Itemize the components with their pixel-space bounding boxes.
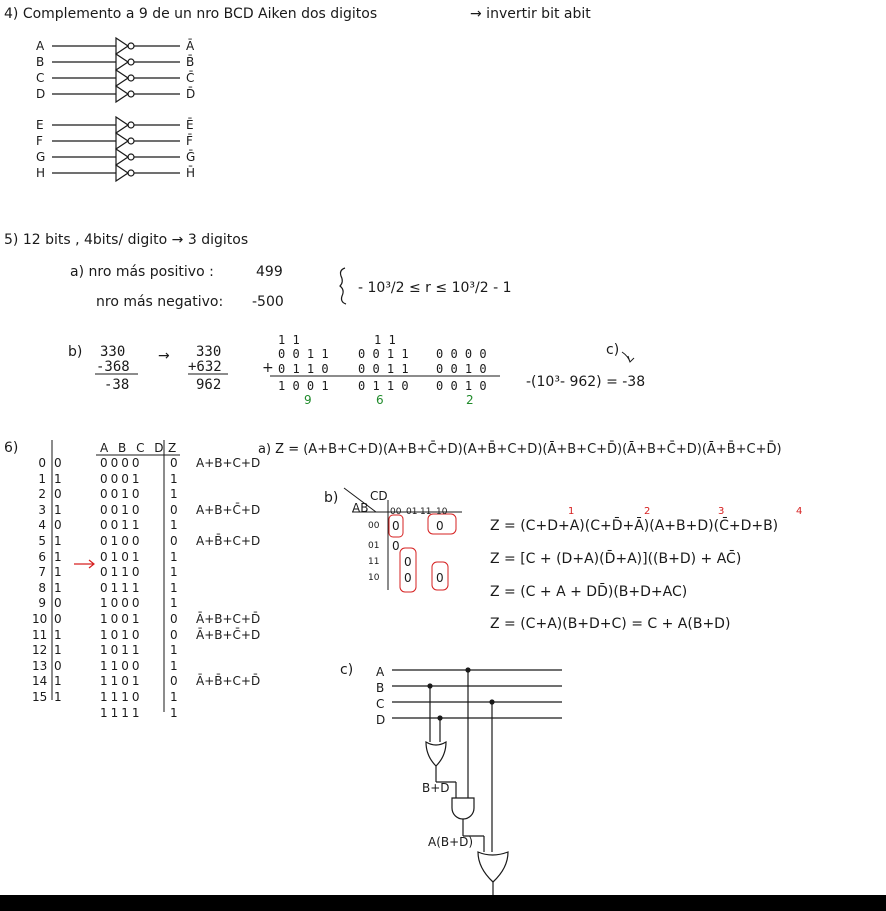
- inverter-output-label: D̄: [186, 87, 196, 101]
- row-z: 1: [170, 565, 178, 580]
- inverter-gate: [116, 133, 128, 149]
- row-value: 1: [54, 502, 62, 517]
- row-value: 1: [54, 534, 62, 548]
- row-index: 9: [38, 596, 46, 611]
- row-maxterm: Ā+B+C+D̄: [196, 612, 261, 626]
- row-bits: 0110: [100, 565, 143, 580]
- eq4: Z = (C+A)(B+D+C) = C + A(B+D): [490, 616, 731, 632]
- kmap-col-header: 01: [406, 507, 418, 517]
- row-value: 1: [54, 471, 62, 486]
- q5-arrow: →: [158, 348, 170, 364]
- row-index: 10: [32, 612, 48, 626]
- row-bits: 0101: [100, 549, 143, 564]
- row-value: 0: [54, 658, 62, 673]
- row-z: 1: [170, 705, 178, 720]
- row-bits: 0111: [100, 580, 143, 595]
- inverter-gate: [116, 70, 128, 86]
- q5-sub1-top: 330: [100, 344, 126, 360]
- q5-a-pos: 499: [256, 264, 283, 280]
- inverter-input-label: G: [36, 150, 46, 164]
- inverter-gate: [116, 54, 128, 70]
- q5-sub2-mid: +632: [188, 359, 222, 375]
- row-z: 1: [170, 643, 178, 658]
- q5-c-label: c): [606, 342, 620, 358]
- circuit-input-label: A: [376, 665, 385, 679]
- row-value: 0: [54, 456, 62, 470]
- row-index: 13: [32, 658, 48, 673]
- row-value: 0: [54, 596, 62, 611]
- eq1-term-mark: 1: [568, 506, 575, 517]
- kmap-zero: 0: [436, 519, 444, 533]
- inverter-input-label: B: [36, 55, 45, 69]
- bottom-bar: [0, 895, 886, 911]
- row-value: 1: [54, 565, 62, 580]
- row-value: 0: [54, 487, 62, 502]
- q5-a-neg-label: nro más negativo:: [96, 294, 224, 310]
- inverter-input-label: F: [36, 134, 43, 148]
- row-value: 0: [54, 518, 62, 533]
- q5-sub1-res: -38: [104, 377, 130, 393]
- kmap-row-header: 10: [368, 573, 380, 583]
- q5-range: - 10³/2 ≤ r ≤ 10³/2 - 1: [358, 280, 512, 296]
- kmap-row-header: 01: [368, 541, 380, 551]
- row-index: 2: [38, 487, 46, 502]
- eq3: Z = (C + A + DD̄)(B+D+AC): [490, 584, 688, 600]
- row-bits: 0011: [100, 518, 143, 533]
- kmap-row-header: 11: [368, 557, 380, 567]
- row-z: 0: [170, 627, 178, 642]
- row-bits: 1110: [100, 690, 143, 704]
- kmap-col-header: 00: [390, 507, 402, 517]
- c-arrow: [622, 352, 634, 362]
- inverter-input-label: E: [36, 118, 44, 132]
- row-bits: 1011: [100, 643, 143, 658]
- truth-table-headers: A B C D: [100, 441, 167, 455]
- row-index: 4: [38, 518, 46, 533]
- q5-sub1-mid: -368: [96, 359, 130, 375]
- row-value: 1: [54, 627, 62, 642]
- row-index: 15: [32, 690, 48, 704]
- row-maxterm: Ā+B+C̄+D: [196, 627, 261, 642]
- row-bits: 0010: [100, 502, 143, 517]
- circuit-input-label: C: [376, 697, 385, 711]
- row-bits: 0001: [100, 471, 143, 486]
- row-z: 1: [170, 487, 178, 502]
- row-bits: 1010: [100, 627, 143, 642]
- kmap-col-header: 10: [436, 507, 448, 517]
- row-z: 0: [170, 612, 178, 626]
- row-index: 14: [32, 674, 48, 689]
- q5-a-label: a) nro más positivo :: [70, 264, 214, 280]
- label-b-plus-d: B+D: [422, 781, 450, 795]
- bcd-sum-cell: 0 0 1 0: [436, 362, 487, 376]
- kmap-zero: 0: [436, 571, 444, 585]
- eq1-term-mark: 4: [796, 506, 803, 517]
- q5-sub2-top: 330: [196, 344, 222, 360]
- circuit-input-label: D: [376, 713, 386, 727]
- bcd-sum-cell: 0 1 1 0: [278, 362, 329, 376]
- kmap-col-header: 11: [420, 507, 432, 517]
- logic-circuit: [392, 668, 562, 895]
- row-index: 8: [38, 580, 46, 595]
- bcd-sum-cell: 0 0 1 1: [358, 347, 409, 361]
- kmap-row-header: 00: [368, 521, 380, 531]
- row-bits: 1111: [100, 705, 143, 720]
- kmap-zero: 0: [404, 555, 412, 569]
- row-bits: 0100: [100, 534, 143, 548]
- inverter-gate: [116, 38, 128, 54]
- row-z: 0: [170, 456, 178, 470]
- q5-a-neg: -500: [252, 294, 284, 310]
- row-value: 1: [54, 549, 62, 564]
- row-index: 7: [38, 565, 46, 580]
- inverter-output-label: F̄: [186, 134, 193, 148]
- q6-b-label: b): [324, 490, 339, 506]
- row-value: 1: [54, 643, 62, 658]
- digit-6: 6: [376, 393, 384, 407]
- row-z: 1: [170, 658, 178, 673]
- row-maxterm: A+B̄+C+D: [196, 534, 261, 548]
- inverter-gate: [116, 86, 128, 102]
- inverter-gate: [116, 165, 128, 181]
- eq1-term-mark: 2: [644, 506, 651, 517]
- sum-plus: +: [262, 360, 274, 376]
- row-maxterm: Ā+B̄+C+D̄: [196, 674, 261, 689]
- row-z: 1: [170, 690, 178, 704]
- row-bits: 1001: [100, 612, 143, 626]
- kmap-zero: 0: [392, 539, 400, 553]
- inverter-gate: [116, 149, 128, 165]
- row-bits: 0000: [100, 456, 143, 470]
- digit-2: 2: [466, 393, 474, 407]
- carry-1: 1 1: [278, 333, 300, 347]
- q5-sub2-res: 962: [196, 377, 222, 393]
- row-value: 1: [54, 580, 62, 595]
- inverter-array: [52, 38, 180, 181]
- row-index: 3: [38, 502, 46, 517]
- row-maxterm: A+B+C+D: [196, 456, 261, 470]
- bcd-sum-cell: 0 0 1 0: [436, 379, 487, 393]
- inverter-output-label: Ḡ: [186, 150, 196, 164]
- bcd-sum-cell: 0 0 1 1: [358, 362, 409, 376]
- row-value: 0: [54, 612, 62, 626]
- row-z: 1: [170, 549, 178, 564]
- digit-9: 9: [304, 393, 312, 407]
- row-index: 11: [32, 627, 48, 642]
- truth-table-z-header: Z: [168, 441, 177, 455]
- kmap-zero: 0: [404, 571, 412, 585]
- kmap-zero: 0: [392, 519, 400, 533]
- row-index: 12: [32, 643, 48, 658]
- inverter-gate: [116, 117, 128, 133]
- q5-c-expr: -(10³- 962) = -38: [526, 374, 646, 390]
- inverter-output-label: H̄: [186, 166, 196, 180]
- row-z: 1: [170, 471, 178, 486]
- row-z: 0: [170, 674, 178, 689]
- row-bits: 1100: [100, 658, 143, 673]
- bcd-sum-cell: 0 0 0 0: [436, 347, 487, 361]
- row-index: 1: [38, 471, 46, 486]
- carry-2: 1 1: [374, 333, 396, 347]
- eq1: Z = (C+D+A)(C+D̄+Ā)(A+B+D)(C̄+D+B): [490, 518, 779, 534]
- row-bits: 1000: [100, 596, 143, 611]
- bcd-sum-cell: 1 0 0 1: [278, 379, 329, 393]
- q4-title: 4) Complemento a 9 de un nro BCD Aiken dos digitos: [4, 6, 378, 22]
- bcd-sum-cell: 0 0 1 1: [278, 347, 329, 361]
- row-index: 0: [38, 456, 46, 470]
- row-z: 0: [170, 534, 178, 548]
- inverter-input-label: H: [36, 166, 46, 180]
- row-maxterm: A+B+C̄+D: [196, 502, 261, 517]
- inverter-input-label: C: [36, 71, 45, 85]
- row-z: 1: [170, 580, 178, 595]
- q6-title: 6): [4, 440, 19, 456]
- inverter-output-label: B̄: [186, 55, 195, 69]
- row-value: 1: [54, 690, 62, 704]
- q6-c-label: c): [340, 662, 354, 678]
- label-a-b-plus-d: A(B+D): [428, 835, 474, 849]
- row-value: 1: [54, 674, 62, 689]
- row-z: 1: [170, 596, 178, 611]
- row-bits: 1101: [100, 674, 143, 689]
- inverter-output-label: C̄: [186, 71, 195, 85]
- inverter-input-label: A: [36, 39, 45, 53]
- range-brace: [340, 268, 346, 304]
- circuit-input-label: B: [376, 681, 385, 695]
- inverter-output-label: Ā: [186, 39, 195, 53]
- kmap-corner-top: CD: [370, 489, 388, 503]
- inverter-output-label: Ē: [186, 118, 194, 132]
- bcd-sum-cell: 0 1 1 0: [358, 379, 409, 393]
- eq1-term-mark: 3: [718, 506, 725, 517]
- row-bits: 0010: [100, 487, 143, 502]
- inverter-input-label: D: [36, 87, 46, 101]
- row-index: 6: [38, 549, 46, 564]
- row-z: 0: [170, 502, 178, 517]
- q5-b-label: b): [68, 344, 83, 360]
- eq2: Z = [C + (D+A)(D̄+A)]((B+D) + AC̄): [490, 551, 742, 567]
- kmap-corner-left: AB: [352, 501, 369, 515]
- q6-a-expr: a) Z = (A+B+C+D)(A+B+C̄+D)(A+B̄+C+D)(Ā+B+C+D̄)(Ā+B+C̄+D)(Ā+B̄+C+D̄): [258, 442, 782, 457]
- q4-note: → invertir bit abit: [470, 6, 591, 22]
- q5-title: 5) 12 bits , 4bits/ digito → 3 digitos: [4, 232, 249, 248]
- row-z: 1: [170, 518, 178, 533]
- row-index: 5: [38, 534, 46, 548]
- row-arrow: [74, 560, 94, 568]
